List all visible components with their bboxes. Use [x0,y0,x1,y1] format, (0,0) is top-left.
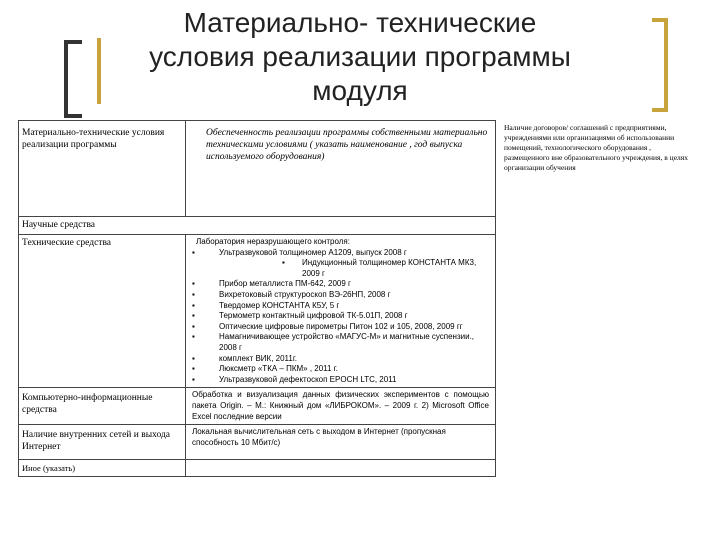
list-item: ▪ Индукционный толщиномер КОНСТАНТА МК3, 2009 г [282,258,477,278]
list-item: ▪ Оптические цифровые пирометры Питон 102 и 105, 2008, 2009 гг [192,321,463,331]
row-label-scientific: Научные средства [19,217,496,235]
networks-content-cell: Локальная вычислительная сеть с выходом в Интернет (пропускная способность 10 Мбит/с) [186,425,496,460]
bullet-icon: ▪ [192,311,195,321]
bullet-icon: ▪ [192,300,195,310]
list-item: ▪ Намагничивающее устройство «МАГУС-М» и магнитные суспензии., 2008 г [192,332,475,352]
row-label-other: Иное (указать) [19,460,186,477]
row-label-computer: Компьютерно-информационные средства [19,388,186,425]
bullet-icon: ▪ [192,332,195,342]
title-line-2: условия реализации программы [149,41,571,72]
table-header-row [19,121,695,217]
lab-title: Лаборатория неразрушающего контроля: [196,237,350,246]
list-item: ▪ Ультразвуковой толщиномер А1209, выпуск 2008 г [192,247,407,257]
conditions-table [18,120,695,477]
equipment-list [192,248,492,386]
list-item: ▪ Люксметр «ТКА – ПКМ» , 2011 г. [192,364,338,374]
list-item: ▪ Ультразвуковой дефектоскоп EPOCH LTC, 2011 [192,374,397,384]
computer-content-cell: Обработка и визуализация данных физических экспериментов с помощью пакета Origin. – М.: Книжный дом «ЛИБРОКОМ». – 2009 г. 2) Microsoft Office Excel последние версии [186,388,496,425]
title-line-3: модуля [312,75,408,106]
bullet-icon: ▪ [192,279,195,289]
list-item: ▪ Вихретоковый структуроскоп ВЭ-26НП, 2008 г [192,289,391,299]
bullet-icon: ▪ [192,364,195,374]
other-content-cell [186,460,496,477]
header-agreements: Наличие договоров/ соглашений с предприятиями, учреждениями или организациями об использовании помещений, технологического оборудования , размещенного вне образовательного учреждения, в целях организации обучения [496,121,695,477]
list-item: ▪ Твердомер КОНСТАНТА К5У, 5 г [192,300,340,310]
bullet-icon: ▪ [192,247,195,257]
bullet-icon: ▪ [192,353,195,363]
list-item: ▪ Термометр контактный цифровой ТК-5.01П, 2008 г [192,311,408,321]
decorative-bracket-right [652,18,668,112]
bullet-icon: ▪ [192,374,195,384]
list-item: ▪ комплект ВИК, 2011г. [192,353,298,363]
header-conditions: Материально-технические условия реализации программы [19,121,186,217]
row-label-networks: Наличие внутренних сетей и выхода Интернет [19,425,186,460]
bullet-icon: ▪ [192,321,195,331]
bullet-icon: ▪ [192,289,195,299]
list-item: ▪ Прибор металлиста ПМ-642, 2009 г [192,279,351,289]
title-line-1: Материально- технические [183,7,537,38]
header-provision: Обеспеченность реализации программы собственными материально техническими условиями ( указать наименование , год выпуска используемого оборудования) [186,121,496,217]
bullet-icon: ▪ [282,258,285,268]
row-label-technical: Технические средства [19,235,186,388]
page-title [90,6,630,108]
technical-equipment-cell [186,235,496,388]
decorative-accent-bar [97,38,101,104]
decorative-bracket-left [64,40,82,118]
